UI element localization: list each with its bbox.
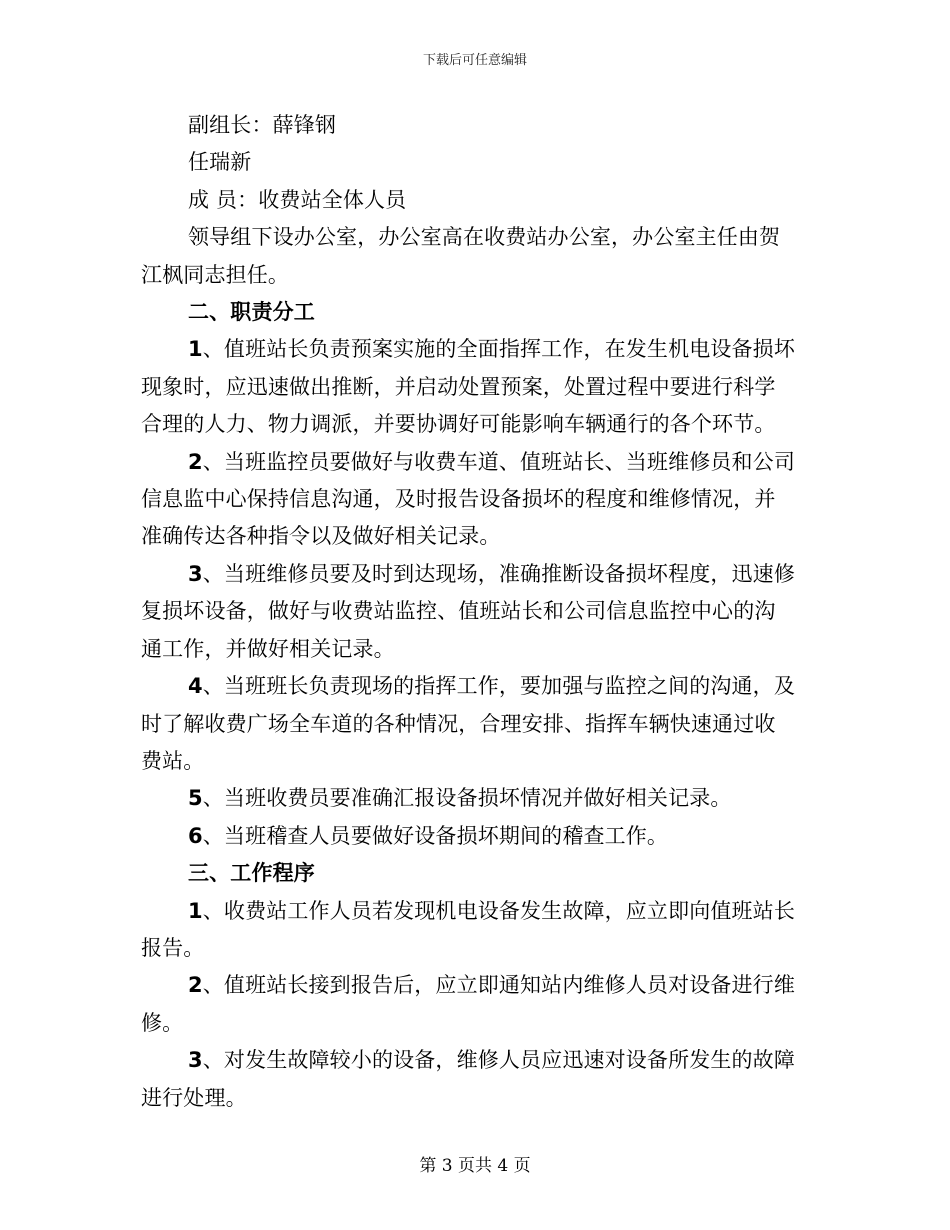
text-line: 进行处理。 bbox=[141, 1085, 247, 1110]
text-line: 江枫同志担任。 bbox=[141, 262, 290, 287]
header-note: 下载后可任意编辑 bbox=[422, 53, 527, 68]
section-heading: 三、工作程序 bbox=[188, 861, 315, 886]
paragraph-start bbox=[141, 780, 811, 817]
text-line: 修。 bbox=[141, 1010, 184, 1035]
text-line: 通工作，并做好相关记录。 bbox=[141, 636, 395, 661]
paragraph-start bbox=[141, 668, 811, 705]
item-number: 3 bbox=[188, 561, 203, 586]
text-line: 副组长：薛锋钢 bbox=[188, 113, 337, 137]
text-line: 现象时，应迅速做出推断，并启动处置预案，处置过程中要进行科学 bbox=[141, 374, 776, 399]
text-line: 信息监中心保持信息沟通，及时报告设备损坏的程度和维修情况，并 bbox=[141, 487, 776, 512]
item-number: 2 bbox=[188, 449, 203, 474]
text-line: 报告。 bbox=[141, 935, 205, 960]
item-number: 5 bbox=[188, 786, 203, 811]
text-line: 费站。 bbox=[141, 748, 205, 773]
text-line: 、当班班长负责现场的指挥工作，要加强与监控之间的沟通，及 bbox=[202, 674, 795, 699]
text-line: 、当班维修员要及时到达现场，准确推断设备损坏程度，迅速修 bbox=[202, 561, 795, 586]
paragraph-start bbox=[141, 818, 811, 855]
document-body bbox=[141, 107, 811, 1117]
text-line: 、当班收费员要准确汇报设备损坏情况并做好相关记录。 bbox=[202, 786, 732, 811]
paragraph-start bbox=[141, 444, 811, 481]
text-line: 准确传达各种指令以及做好相关记录。 bbox=[141, 524, 501, 549]
text-line: 时了解收费广场全车道的各种情况，合理安排、指挥车辆快速通过收 bbox=[141, 711, 776, 736]
text-line: 、值班站长负责预案实施的全面指挥工作，在发生机电设备损坏 bbox=[202, 337, 795, 362]
item-number: 1 bbox=[188, 898, 203, 923]
text-line: 、当班稽查人员要做好设备损坏期间的稽查工作。 bbox=[202, 823, 669, 848]
section-heading: 二、职责分工 bbox=[188, 300, 315, 325]
text-line: 成 员：收费站全体人员 bbox=[188, 187, 407, 212]
paragraph-start bbox=[141, 893, 811, 930]
text-line: 任瑞新 bbox=[188, 150, 252, 175]
item-number: 3 bbox=[188, 1048, 203, 1073]
text-line: 、收费站工作人员若发现机电设备发生故障，应立即向值班站长 bbox=[202, 898, 795, 923]
text-line: 、当班监控员要做好与收费车道、值班站长、当班维修员和公司 bbox=[202, 449, 795, 474]
text-line: 、对发生故障较小的设备，维修人员应迅速对设备所发生的故障 bbox=[202, 1048, 795, 1073]
paragraph-start bbox=[141, 556, 811, 593]
paragraph-start bbox=[141, 331, 811, 368]
item-number: 6 bbox=[188, 823, 203, 848]
text-line: 合理的人力、物力调派，并要协调好可能影响车辆通行的各个环节。 bbox=[141, 412, 776, 437]
item-number: 2 bbox=[188, 973, 203, 998]
text-line: 、值班站长接到报告后，应立即通知站内维修人员对设备进行维 bbox=[202, 973, 795, 998]
page-number-footer: 第 3 页共 4 页 bbox=[419, 1156, 531, 1176]
paragraph-start bbox=[141, 967, 811, 1004]
item-number: 1 bbox=[188, 337, 203, 362]
text-line: 领导组下设办公室，办公室高在收费站办公室，办公室主任由贺 bbox=[188, 225, 781, 250]
text-line: 复损坏设备，做好与收费站监控、值班站长和公司信息监控中心的沟 bbox=[141, 599, 776, 624]
item-number: 4 bbox=[188, 674, 203, 699]
paragraph-start bbox=[141, 1042, 811, 1079]
